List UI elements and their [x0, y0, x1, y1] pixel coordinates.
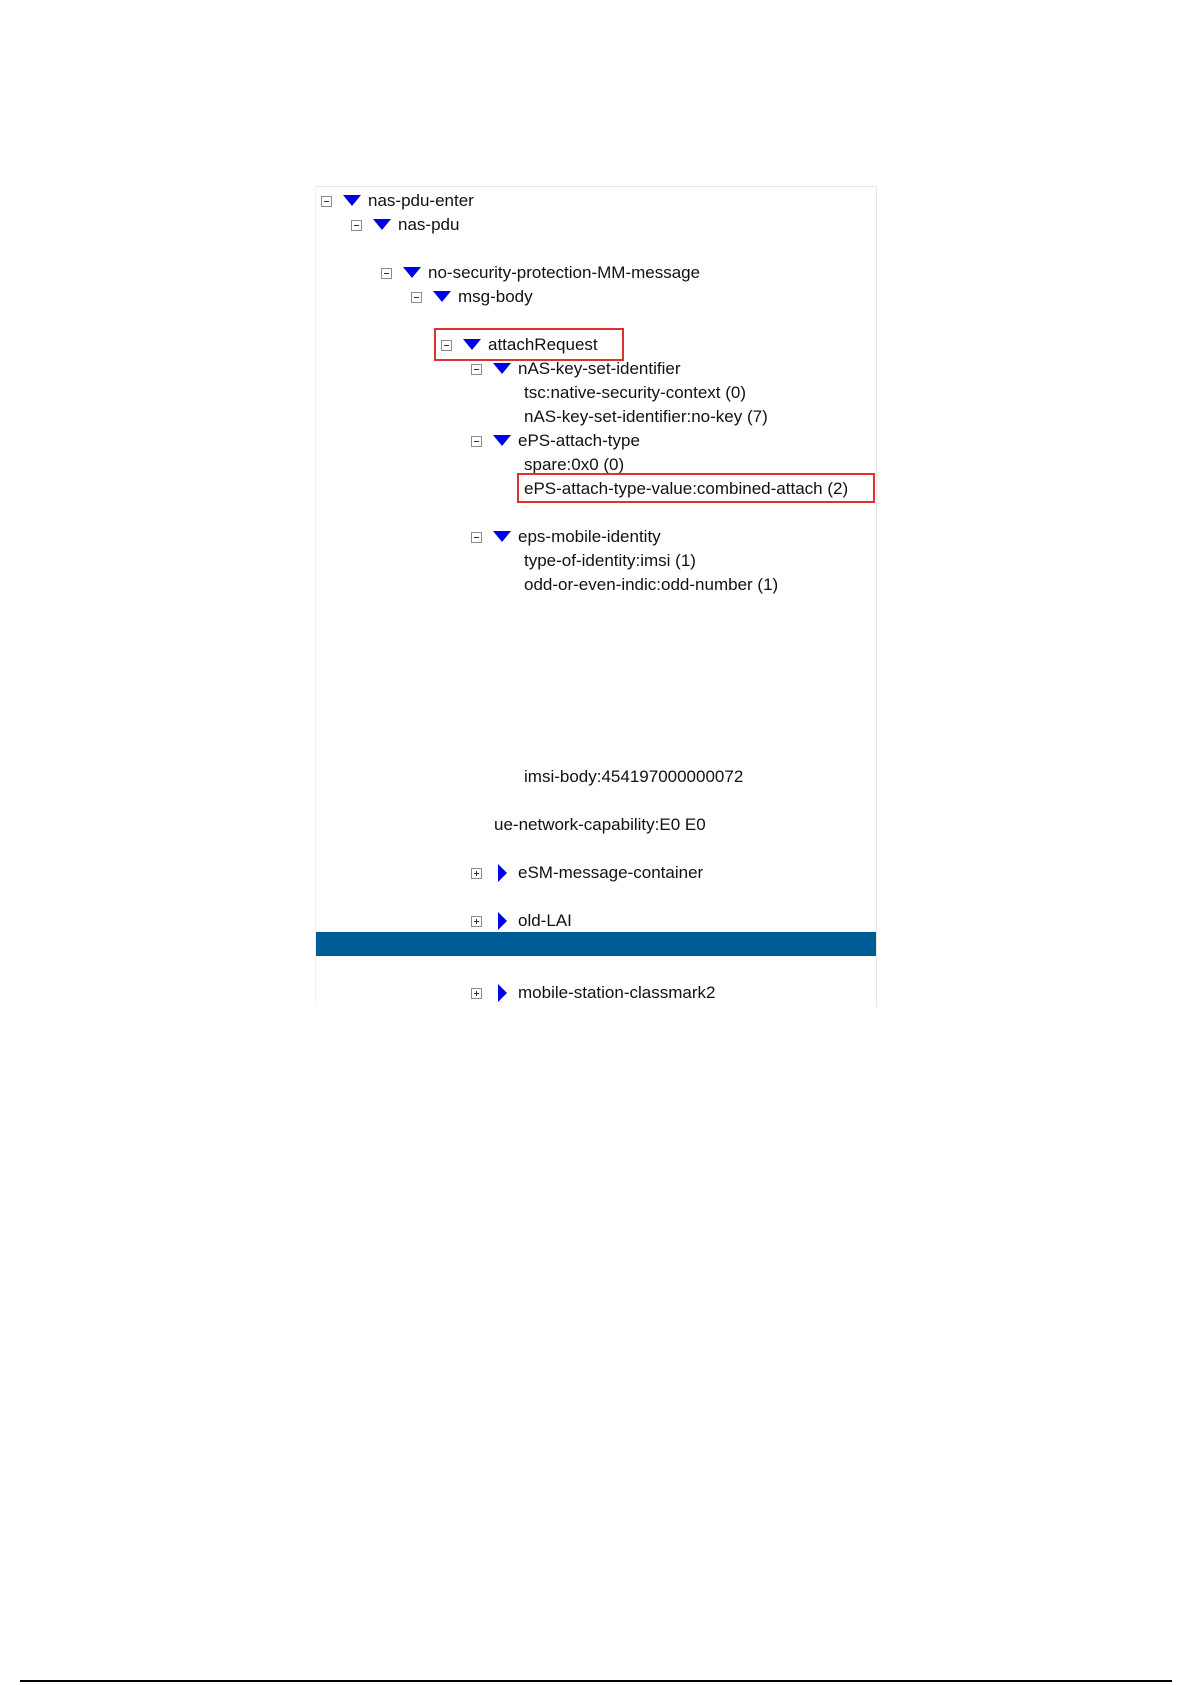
tree-node-nas-pdu-enter[interactable]: [316, 190, 876, 212]
expanded-arrow-icon[interactable]: [403, 267, 421, 278]
tree-node-mobile-station-classmark2[interactable]: [316, 982, 876, 1004]
tree-node-attach-request[interactable]: [316, 334, 876, 356]
tree-node-label: mobile-station-classmark2: [518, 983, 716, 1002]
tree-leaf-imsi-body[interactable]: [316, 766, 876, 788]
expanded-arrow-icon[interactable]: [493, 531, 511, 542]
expanded-arrow-icon[interactable]: [433, 291, 451, 302]
tree-leaf-label: spare:0x0 (0): [524, 455, 625, 474]
expanded-arrow-icon[interactable]: [373, 219, 391, 230]
tree-leaf-nas-key-set-identifier-value[interactable]: [316, 406, 876, 428]
tree-leaf-label: odd-or-even-indic:odd-number (1): [524, 575, 779, 594]
tree-leaf-eps-attach-type-value[interactable]: [316, 478, 876, 500]
message-tree-panel: [315, 186, 877, 1007]
collapsed-arrow-icon[interactable]: [498, 984, 507, 1002]
tree-node-label: no-security-protection-MM-message: [428, 263, 701, 282]
collapse-toggle-icon[interactable]: [471, 436, 482, 447]
tree-leaf-type-of-identity[interactable]: [316, 550, 876, 572]
tree-node-eps-mobile-identity[interactable]: [316, 526, 876, 548]
expand-toggle-icon[interactable]: [471, 916, 482, 927]
expand-toggle-icon[interactable]: [471, 868, 482, 879]
tree-node-label: ePS-attach-type: [518, 431, 640, 450]
tree-leaf-label: ePS-attach-type-value:combined-attach (2): [524, 479, 849, 498]
tree-node-label: attachRequest: [488, 335, 598, 354]
tree-leaf-label: imsi-body:454197000000072: [524, 767, 744, 786]
tree-node-no-security-protection-mm-message[interactable]: [316, 262, 876, 284]
tree-node-label: eps-mobile-identity: [518, 527, 661, 546]
tree-leaf-label: type-of-identity:imsi (1): [524, 551, 696, 570]
collapse-toggle-icon[interactable]: [441, 340, 452, 351]
tree-node-label: nAS-key-set-identifier: [518, 359, 681, 378]
tree-leaf-label: nAS-key-set-identifier:no-key (7): [524, 407, 768, 426]
tree-leaf-label: ue-network-capability:E0 E0: [494, 815, 706, 834]
expanded-arrow-icon[interactable]: [343, 195, 361, 206]
tree-node-esm-message-container[interactable]: [316, 862, 876, 884]
tree-leaf-label: tsc:native-security-context (0): [524, 383, 747, 402]
tree-leaf-spare[interactable]: [316, 454, 876, 476]
collapse-toggle-icon[interactable]: [351, 220, 362, 231]
collapsed-arrow-icon[interactable]: [498, 912, 507, 930]
collapse-toggle-icon[interactable]: [411, 292, 422, 303]
tree-node-nas-key-set-identifier[interactable]: [316, 358, 876, 380]
collapse-toggle-icon[interactable]: [321, 196, 332, 207]
collapsed-arrow-icon[interactable]: [498, 864, 507, 882]
tree-node-label: nas-pdu-enter: [368, 191, 474, 210]
tree-node-label: nas-pdu: [398, 215, 460, 234]
tree-node-old-lai[interactable]: [316, 910, 876, 932]
expanded-arrow-icon[interactable]: [493, 435, 511, 446]
collapse-toggle-icon[interactable]: [381, 268, 392, 279]
tree-leaf-ue-network-capability[interactable]: [316, 814, 876, 836]
tree-node-label: msg-body: [458, 287, 533, 306]
tree-leaf-odd-or-even-indic[interactable]: [316, 574, 876, 596]
collapse-toggle-icon[interactable]: [471, 364, 482, 375]
expanded-arrow-icon[interactable]: [493, 363, 511, 374]
tree-node-label: old-LAI: [518, 911, 572, 930]
tree-node-nas-pdu[interactable]: [316, 214, 876, 236]
expanded-arrow-icon[interactable]: [463, 339, 481, 350]
collapse-toggle-icon[interactable]: [471, 532, 482, 543]
tree-node-label: eSM-message-container: [518, 863, 704, 882]
page-footer-rule: [20, 1680, 1172, 1682]
expand-toggle-icon[interactable]: [471, 988, 482, 999]
tree-node-eps-attach-type[interactable]: [316, 430, 876, 452]
selected-row-bar[interactable]: [316, 932, 876, 956]
tree-node-msg-body[interactable]: [316, 286, 876, 308]
tree-leaf-tsc[interactable]: [316, 382, 876, 404]
